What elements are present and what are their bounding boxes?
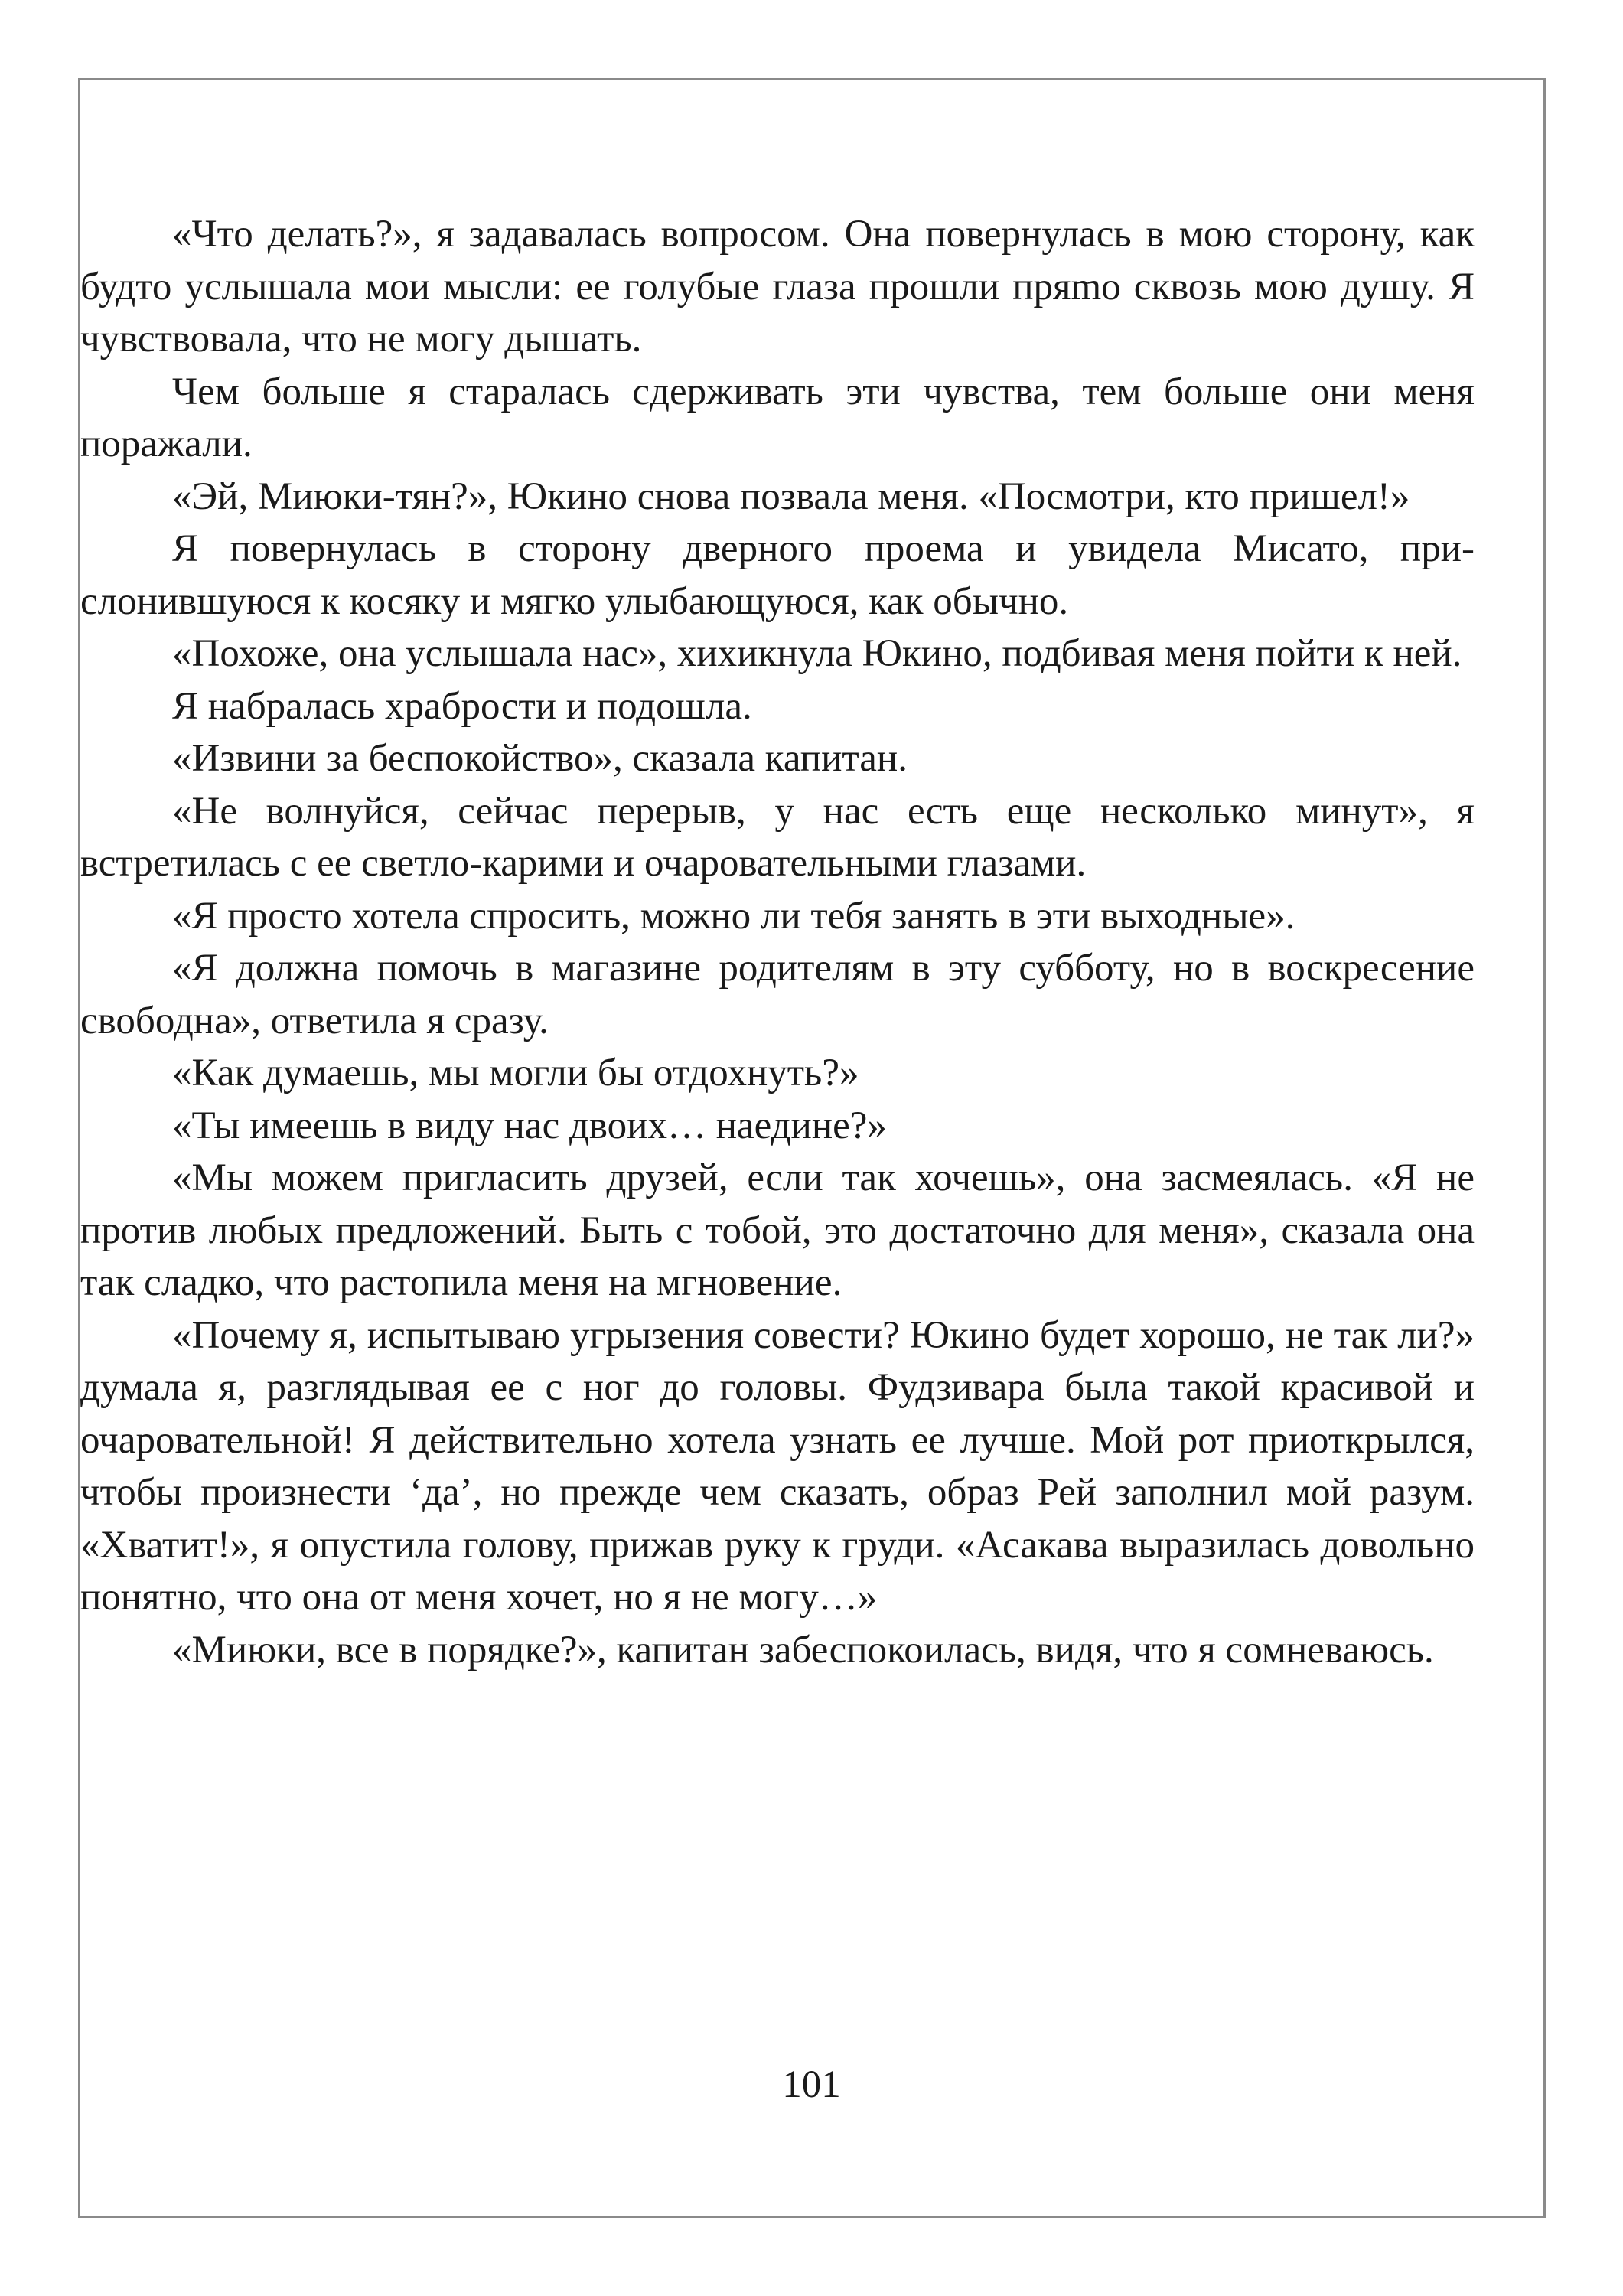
paragraph: «Почему я, испытываю угрызения совести? Юкино будет хорошо, не так ли?» думала я, разглядывая ее с ног до головы. Фудзивара была такой красивой и очаровательной! Я действительно хотела узнать ее лучше. Мой рот приоткрылся, чтобы произнести ‘да’, но прежде чем сказать, образ Рей заполнил мой разум. «Хватит!», я опустила голову, прижав руку к груди. «Асакава выразилась довольно понятно, что она от меня хочет, но я не могу…»: [80, 1313, 1475, 1619]
text-body: [80, 208, 1475, 1676]
paragraph: «Эй, Миюки-тян?», Юкино снова позвала меня. «Посмотри, кто пришел!»: [172, 475, 1410, 518]
paragraph: «Ты имеешь в виду нас двоих… наедине?»: [172, 1104, 887, 1147]
paragraph: «Я должна помочь в магазине родителям в эту субботу, но в воскресение свободна», ответила я сразу.: [80, 947, 1475, 1042]
paragraph: «Похоже, она услышала нас», хихикнула Юкино, подбивая меня пойти к ней.: [172, 632, 1462, 675]
paragraph: Я повернулась в сторону дверного проема и увидела Мисато, прислонившуюся к косяку и мягко улыбающуюся, как обычно.: [80, 527, 1475, 623]
paragraph: «Как думаешь, мы могли бы отдохнуть?»: [172, 1052, 859, 1094]
paragraph: «Не волнуйся, сейчас перерыв, у нас есть еще несколько минут», я встретилась с ее светло-карими и очаровательными глазами.: [80, 789, 1475, 885]
page-number: 101: [782, 2063, 841, 2106]
paragraph: Чем больше я старалась сдерживать эти чувства, тем больше они меня поражали.: [80, 370, 1475, 465]
paragraph: «Что делать?», я задавалась вопросом. Она повернулась в мою сторону, как будто услышала мои мысли: ее голубые глаза прошли пряmo сквозь мою душу. Я чувствовала, что не могу дышать.: [80, 213, 1475, 360]
paragraph: Я набралась храбрости и подошла.: [172, 684, 752, 728]
paragraph: «Я просто хотела спросить, можно ли тебя занять в эти выходные».: [172, 894, 1295, 938]
paragraph: «Миюки, все в порядке?», капитан забеспокоилась, видя, что я сомневаюсь.: [172, 1628, 1434, 1671]
paragraph: «Извини за беспокойство», сказала капитан.: [172, 737, 908, 780]
paragraph: «Мы можем пригласить друзей, если так хочешь», она засмеялась. «Я не против любых предложений. Быть с тобой, это достаточно для меня», сказала она так сладко, что растопила меня на мгновение.: [80, 1156, 1475, 1304]
